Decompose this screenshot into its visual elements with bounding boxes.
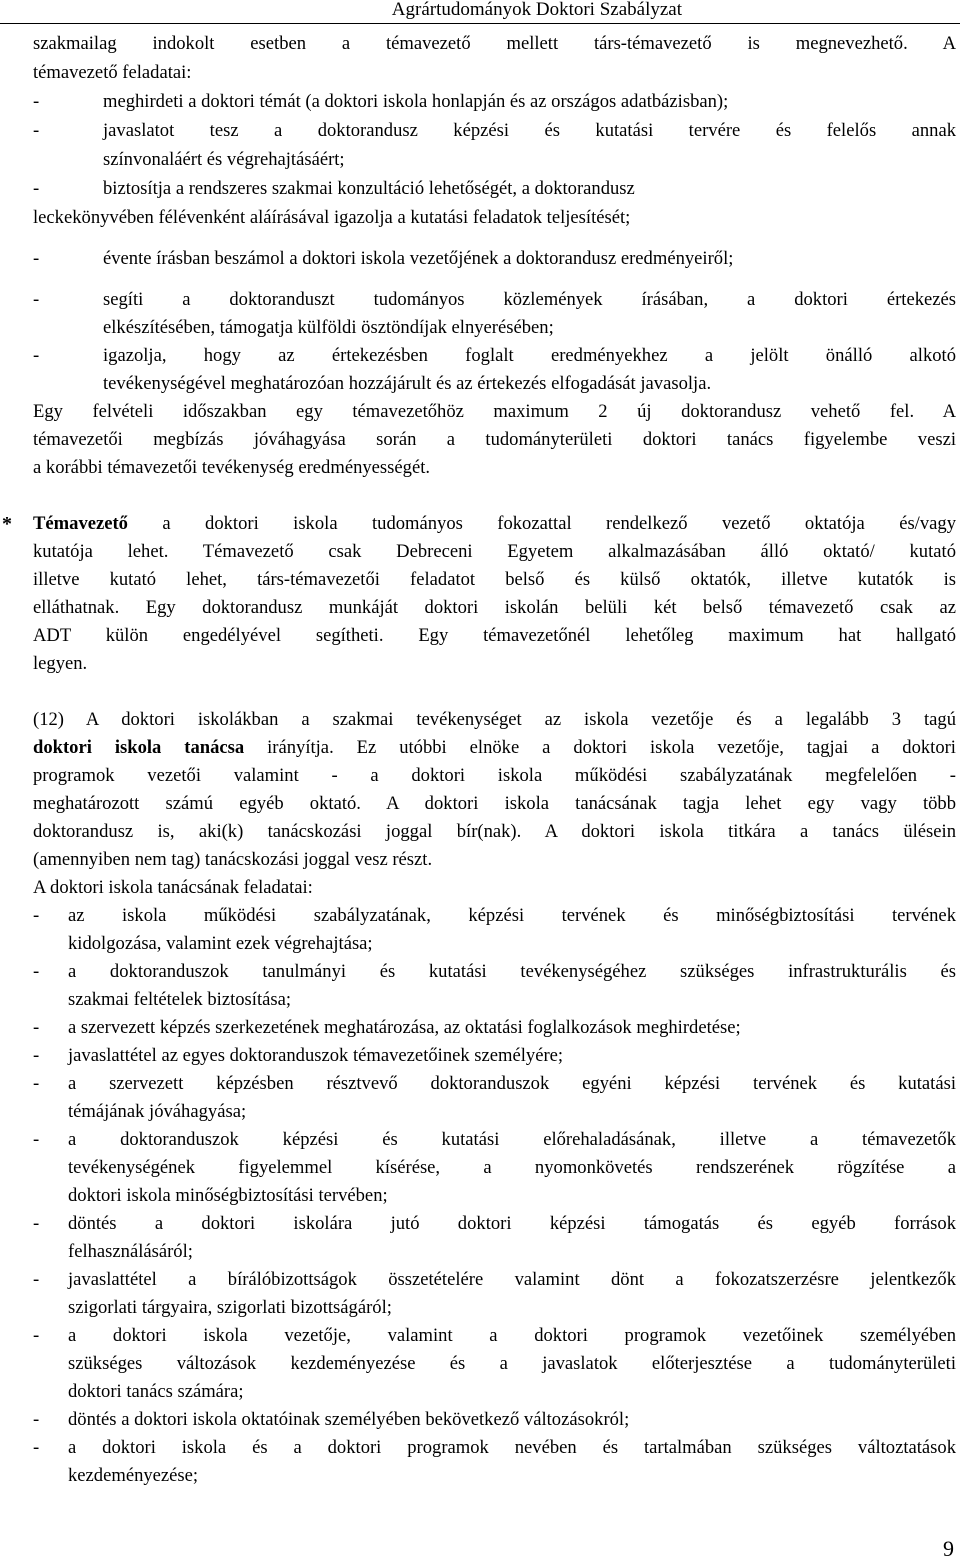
text-line: meghatározott számú egyéb oktató. A doktori iskola tanácsának tagja lehet egy vagy több: [33, 793, 956, 814]
list-bullet-dash: -: [33, 1409, 40, 1430]
text-line: az iskola működési szabályzatának, képzési tervének és minőségbiztosítási tervének: [68, 905, 956, 926]
text-line: témavezetői megbízás jóváhagyása során a tudományterületi doktori tanács figyelembe veszi: [33, 429, 956, 450]
list-bullet-dash: -: [33, 961, 40, 982]
list-bullet-dash: -: [33, 1437, 40, 1458]
text-line: [33, 510, 956, 538]
list-bullet-dash: -: [33, 345, 40, 366]
text-line: meghirdeti a doktori témát (a doktori iskola honlapján és az országos adatbázisban);: [103, 91, 729, 112]
text-line: igazolja, hogy az értekezésben foglalt eredményekhez a jelölt önálló alkotó: [103, 345, 956, 366]
text-line: a doktori iskola és a doktori programok nevében és tartalmában szükséges változtatások: [68, 1437, 956, 1458]
text-line: doktori iskola minőségbiztosítási tervében;: [68, 1185, 388, 1206]
text-line: tevékenységének figyelemmel kísérése, a nyomonkövetés rendszerének rögzítése a: [68, 1157, 956, 1178]
text-line: a doktori iskola vezetője, valamint a doktori programok vezetőinek személyében: [68, 1325, 956, 1346]
text-line: Egy felvételi időszakban egy témavezetőhöz maximum 2 új doktorandusz vehető fel. A: [33, 401, 956, 422]
text-line: tevékenységével meghatározóan hozzájárult és az értekezés elfogadását javasolja.: [103, 373, 712, 394]
text-line: témavezető feladatai:: [33, 62, 192, 83]
text-line: szigorlati tárgyaira, szigorlati bizottságáról;: [68, 1297, 392, 1318]
list-bullet-dash: -: [33, 1213, 40, 1234]
text-line: biztosítja a rendszeres szakmai konzultáció lehetőségét, a doktorandusz: [103, 178, 635, 199]
text-line: a szervezett képzés szerkezetének meghatározása, az oktatási foglalkozások meghirdetése;: [68, 1017, 741, 1038]
list-bullet-dash: -: [33, 289, 40, 310]
text-line: a doktoranduszok tanulmányi és kutatási tevékenységéhez szükséges infrastrukturális és: [68, 961, 956, 982]
text-line: döntés a doktori iskola oktatóinak személyében bekövetkező változásokról;: [68, 1409, 630, 1430]
text-line: elkészítésében, támogatja külföldi ösztöndíjak elnyerésében;: [103, 317, 554, 338]
footnote-star: *: [2, 513, 12, 535]
list-bullet-dash: -: [33, 905, 40, 926]
text-line: javaslattétel az egyes doktoranduszok témavezetőinek személyére;: [68, 1045, 564, 1066]
text-line: (amennyiben nem tag) tanácskozási joggal vesz részt.: [33, 849, 433, 870]
list-bullet-dash: -: [33, 178, 40, 199]
text-line: szükséges változások kezdeményezése és a javaslatok előterjesztése a tudományterületi: [68, 1353, 956, 1374]
text-line: témájának jóváhagyása;: [68, 1101, 247, 1122]
page-number: 9: [943, 1536, 954, 1561]
text-line: segíti a doktoranduszt tudományos közlemények írásában, a doktori értekezés: [103, 289, 956, 310]
text-line: leckekönyvében félévenként aláírásával igazolja a kutatási feladatok teljesítését;: [33, 207, 631, 228]
text-line: ADT külön engedélyével segítheti. Egy témavezetőnél lehetőleg maximum hat hallgató: [33, 625, 956, 646]
line-text: a doktori iskola tudományos fokozattal rendelkező vezető oktatója és/vagy: [162, 513, 956, 534]
text-line: doktorandusz is, aki(k) tanácskozási joggal bír(nak). A doktori iskola titkára a tanács ülésein: [33, 821, 956, 842]
text-line: kezdeményezése;: [68, 1465, 199, 1486]
list-bullet-dash: -: [33, 1325, 40, 1346]
text-line: a doktoranduszok képzési és kutatási előrehaladásának, illetve a témavezetők: [68, 1129, 956, 1150]
text-line: szakmai feltételek biztosítása;: [68, 989, 292, 1010]
list-bullet-dash: -: [33, 120, 40, 141]
bold-term: Témavezető: [33, 513, 128, 534]
text-line: felhasználásáról;: [68, 1241, 193, 1262]
text-line: A doktori iskola tanácsának feladatai:: [33, 877, 313, 898]
text-line: doktori tanács számára;: [68, 1381, 244, 1402]
list-bullet-dash: -: [33, 1073, 40, 1094]
text-line: a szervezett képzésben résztvevő doktoranduszok egyéni képzési tervének és kutatási: [68, 1073, 956, 1094]
text-line: kidolgozása, valamint ezek végrehajtása;: [68, 933, 373, 954]
text-line: (12) A doktori iskolákban a szakmai tevékenységet az iskola vezetője és a legalább 3 tagú: [33, 709, 956, 730]
text-line: javaslattétel a bírálóbizottságok összetételére valamint dönt a fokozatszerzésre jelentkezők: [68, 1269, 956, 1290]
list-bullet-dash: -: [33, 248, 40, 269]
text-line: színvonaláért és végrehajtásáért;: [103, 149, 345, 170]
text-line: évente írásban beszámol a doktori iskola vezetőjének a doktorandusz eredményeiről;: [103, 248, 734, 269]
page-header: Agrártudományok Doktori Szabályzat: [0, 0, 960, 24]
text-line: javaslatot tesz a doktorandusz képzési és kutatási tervére és felelős annak: [103, 120, 956, 141]
list-bullet-dash: -: [33, 1269, 40, 1290]
text-line: legyen.: [33, 653, 88, 674]
text-line: elláthatnak. Egy doktorandusz munkáját doktori iskolán belüli két belső témavezető csak az: [33, 597, 956, 618]
bold-term: doktori iskola tanácsa: [33, 737, 245, 758]
text-line: programok vezetői valamint - a doktori iskola működési szabályzatának megfelelően -: [33, 765, 956, 786]
line-text: irányítja. Ez utóbbi elnöke a doktori iskola vezetője, tagjai a doktori: [267, 737, 956, 758]
text-line: a korábbi témavezetői tevékenység eredményességét.: [33, 457, 431, 478]
list-bullet-dash: -: [33, 1017, 40, 1038]
text-line: szakmailag indokolt esetben a témavezető mellett társ-témavezető is megnevezhető. A: [33, 33, 956, 54]
text-line: illetve kutató lehet, társ-témavezetői feladatot belső és külső oktatók, illetve kutatók is: [33, 569, 956, 590]
text-line: döntés a doktori iskolára jutó doktori képzési támogatás és egyéb források: [68, 1213, 956, 1234]
text-line: kutatója lehet. Témavezető csak Debreceni Egyetem alkalmazásában álló oktató/ kutató: [33, 541, 956, 562]
text-line: [33, 734, 956, 762]
list-bullet-dash: -: [33, 91, 40, 112]
list-bullet-dash: -: [33, 1045, 40, 1066]
list-bullet-dash: -: [33, 1129, 40, 1150]
